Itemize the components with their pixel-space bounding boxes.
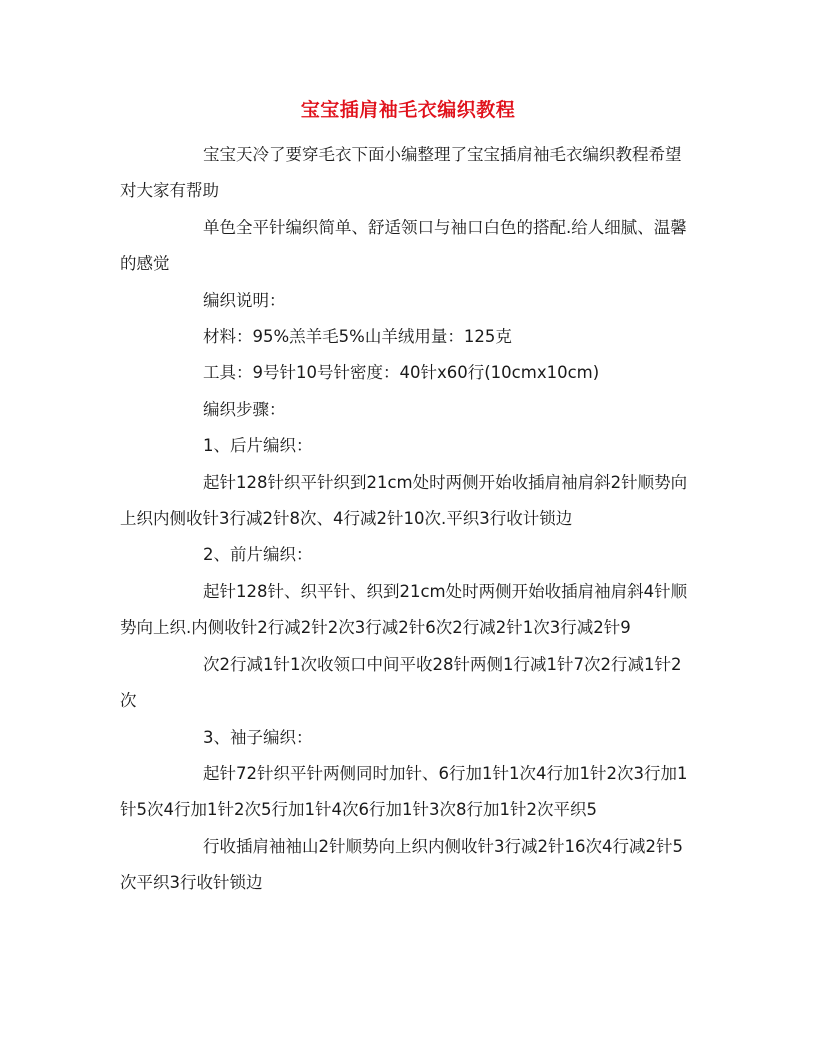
paragraph-tools: 工具：9号针10号针密度：40针x60行(10cmx10cm) — [203, 363, 600, 383]
paragraph-back-steps: 起针128针织平针织到21cm处时两侧开始收插肩袖肩斜2针顺势向上织内侧收针3行减2针8次、4行减2针10次.平织3行收计锁边 — [120, 472, 688, 529]
paragraph-materials: 材料：95%羔羊毛5%山羊绒用量：125克 — [203, 327, 512, 347]
paragraph-back-heading: 1、后片编织： — [203, 436, 313, 456]
paragraph-instructions-heading: 编织说明： — [203, 290, 286, 310]
paragraph-front-steps-continued: 次2行减1针1次收领口中间平收28针两侧1行减1针7次2行减1针2次 — [120, 654, 682, 711]
paragraph-sleeve-heading: 3、袖子编织： — [203, 727, 313, 747]
paragraph-front-steps: 起针128针、织平针、织到21cm处时两侧开始收插肩袖肩斜4针顺势向上织.内侧收针2行减2针2次3行减2针6次2行减2针1次3行减2针9 — [120, 581, 688, 638]
paragraph-description: 单色全平针编织简单、舒适领口与袖口白色的搭配.给人细腻、温馨的感觉 — [120, 217, 687, 274]
document-body — [120, 137, 694, 902]
paragraph-intro: 宝宝天冷了要穿毛衣下面小编整理了宝宝插肩袖毛衣编织教程希望对大家有帮助 — [120, 145, 682, 201]
document-title: 宝宝插肩袖毛衣编织教程 — [300, 99, 516, 121]
paragraph-steps-heading: 编织步骤： — [203, 399, 286, 419]
paragraph-front-heading: 2、前片编织： — [203, 545, 313, 565]
paragraph-sleeve-steps-continued: 行收插肩袖袖山2针顺势向上织内侧收针3行减2针16次4行减2针5次平织3行收针锁边 — [120, 836, 683, 893]
paragraph-sleeve-steps: 起针72针织平针两侧同时加针、6行加1针1次4行加1针2次3行加1针5次4行加1针2次5行加1针4次6行加1针3次8行加1针2次平织5 — [120, 763, 688, 820]
